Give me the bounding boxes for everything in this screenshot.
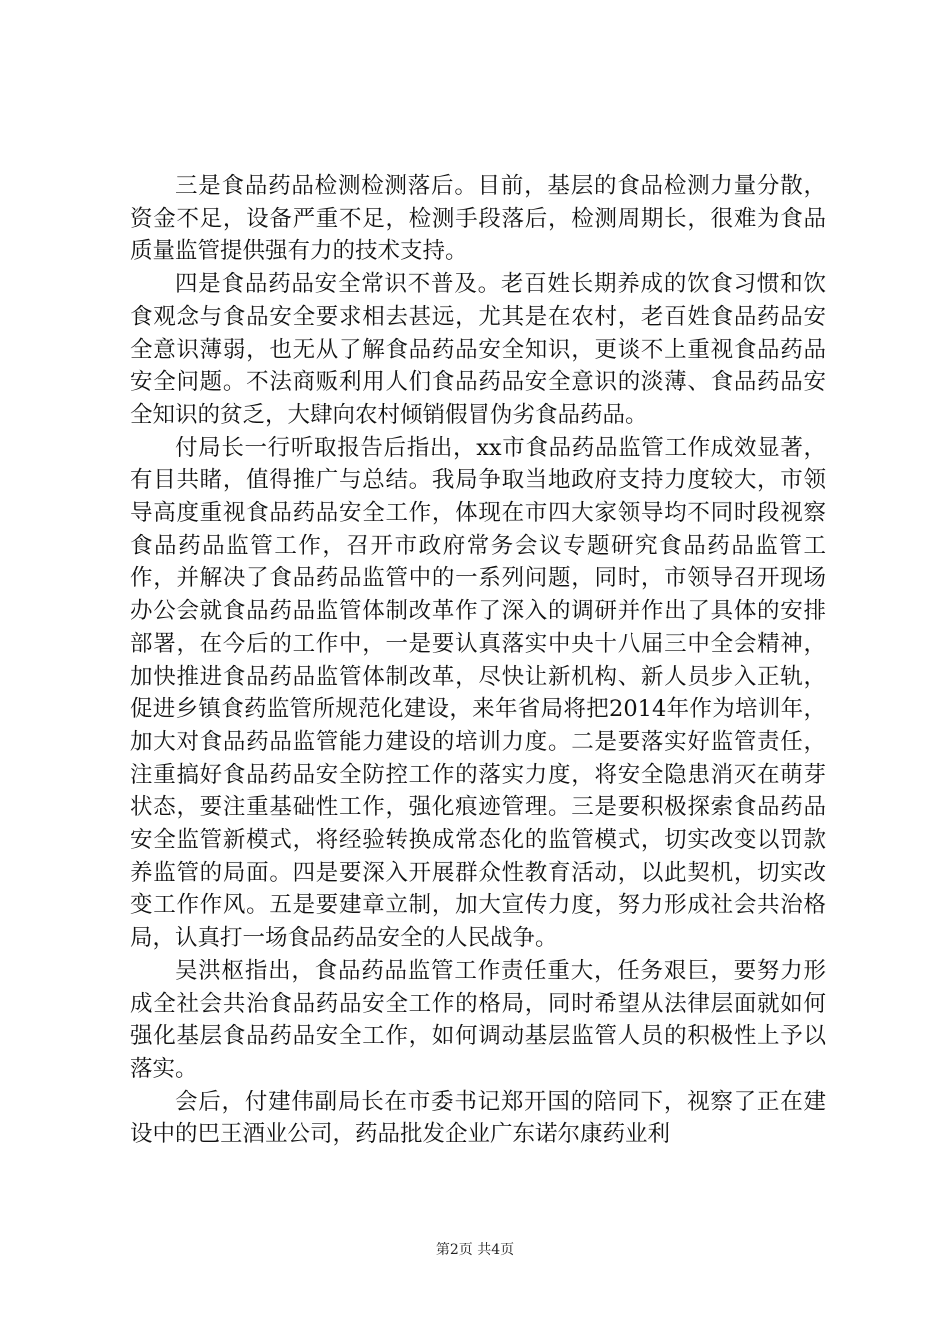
page-number-footer: 第2页 共4页 bbox=[435, 1242, 515, 1258]
paragraph-wu-remarks: 吴洪枢指出，食品药品监管工作责任重大，任务艰巨，要努力形成全社会共治食品药品安全工作的格局，同时希望从法律层面就如何强化基层食品药品安全工作，如何调动基层监管人员的积极性上予以落实。 bbox=[130, 957, 826, 1082]
document-body bbox=[130, 170, 826, 1151]
paragraph-site-visit: 会后，付建伟副局长在市委书记郑开国的陪同下，视察了正在建设中的巴王酒业公司，药品批发企业广东诺尔康药业利 bbox=[130, 1088, 826, 1148]
paragraph-safety-awareness: 四是食品药品安全常识不普及。老百姓长期养成的饮食习惯和饮食观念与食品安全要求相去甚远，尤其是在农村，老百姓食品药品安全意识薄弱，也无从了解食品药品安全知识，更谈不上重视食品药品安全问题。不法商贩利用人们食品药品安全意识的淡薄、食品药品安全知识的贫乏，大肆向农村倾销假冒伪劣食品药品。 bbox=[130, 271, 826, 428]
paragraph-testing-lag: 三是食品药品检测检测落后。目前，基层的食品检测力量分散，资金不足，设备严重不足，检测手段落后，检测周期长，很难为食品质量监管提供强有力的技术支持。 bbox=[130, 173, 826, 265]
paragraph-director-remarks: 付局长一行听取报告后指出，xx市食品药品监管工作成效显著，有目共睹，值得推广与总结。我局争取当地政府支持力度较大，市领导高度重视食品药品安全工作，体现在市四大家领导均不同时段视察食品药品监管工作，召开市政府常务会议专题研究食品药品监管工作，并解决了食品药品监管中的一系列问题，同时，市领导召开现场办公会就食品药品监管体制改革作了深入的调研并作出了具体的安排部署，在今后的工作中，一是要认真落实中央十八届三中全会精神，加快推进食品药品监管体制改革，尽快让新机构、新人员步入正轨，促进乡镇食药监管所规范化建设，来年省局将把2014年作为培训年，加大对食品药品监管能力建设的培训力度。二是要落实好监管责任，注重搞好食品药品安全防控工作的落实力度，将安全隐患消灭在萌芽状态，要注重基础性工作，强化痕迹管理。三是要积极探索食品药品安全监管新模式，将经验转换成常态化的监管模式，切实改变以罚款养监管的局面。四是要深入开展群众性教育活动，以此契机，切实改变工作作风。五是要建章立制，加大宣传力度，努力形成社会共治格局，认真打一场食品药品安全的人民战争。 bbox=[130, 434, 826, 952]
